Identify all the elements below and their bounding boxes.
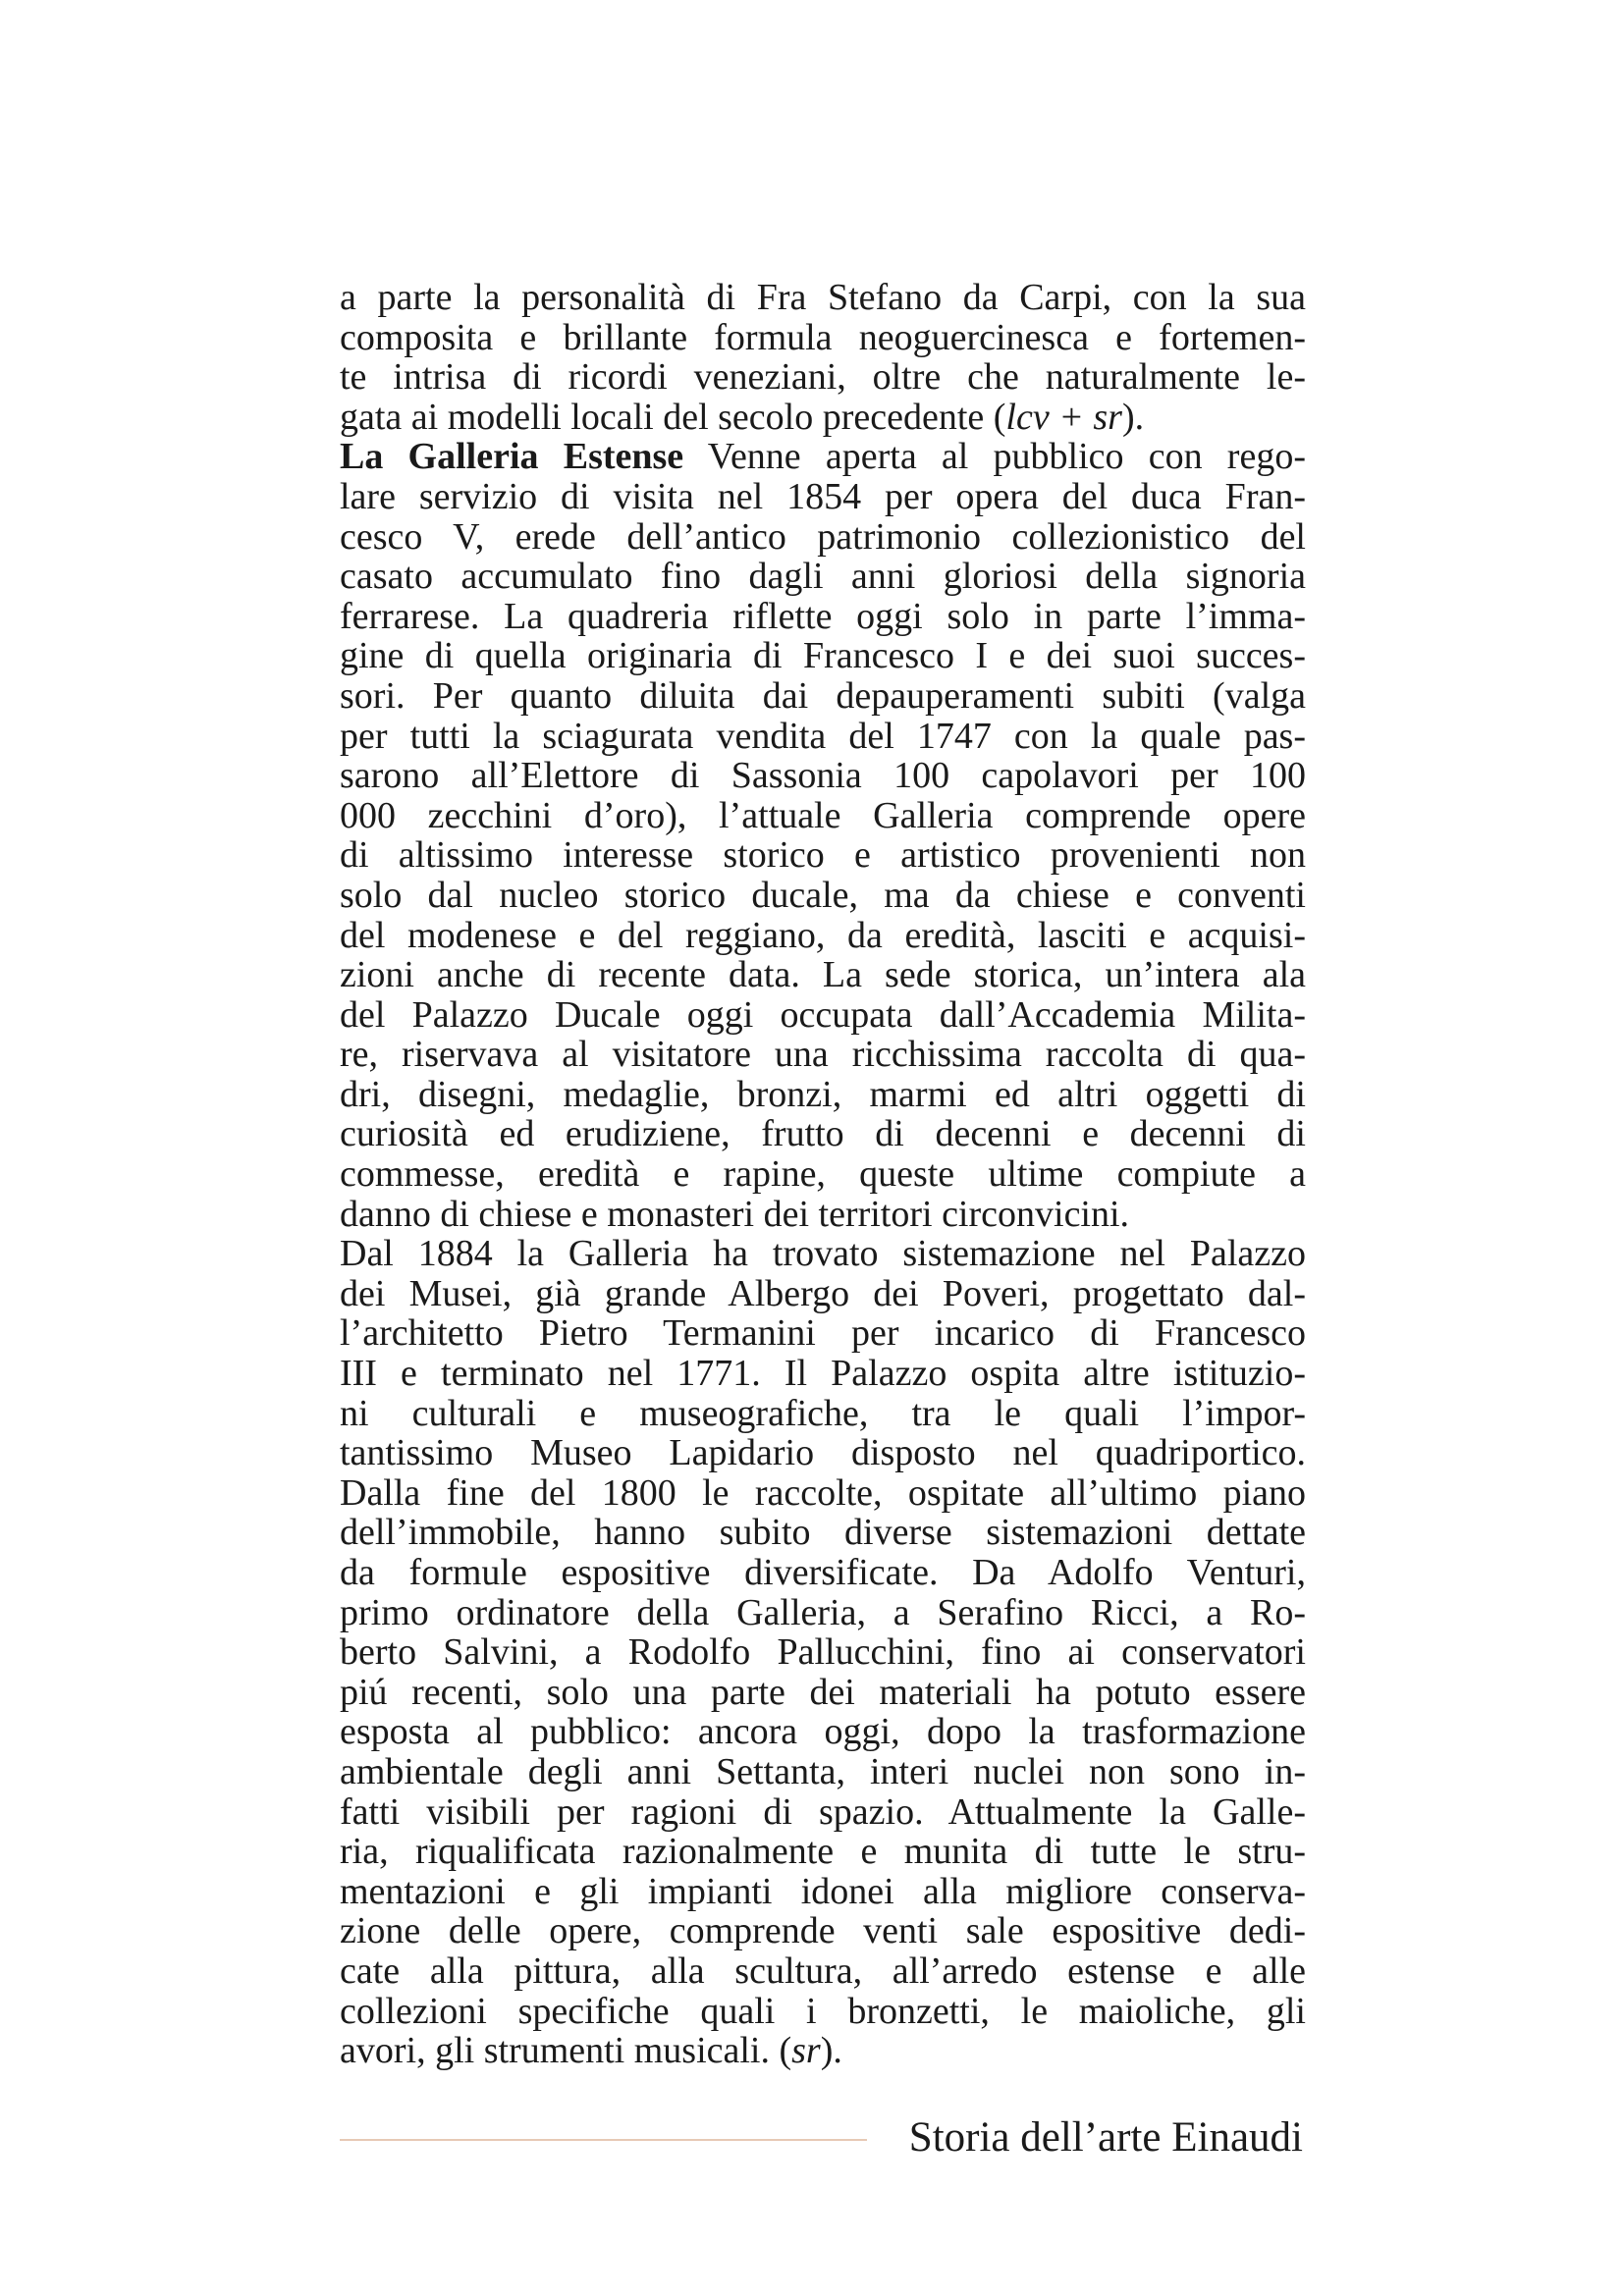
text-line: 000 zecchini d’oro), l’attuale Galleria comprende opere	[340, 794, 1306, 836]
text-line: sarono all’Elettore di Sassonia 100 capolavori per 100	[340, 755, 1306, 797]
text-line: casato accumulato fino dagli anni gloriosi della signoria	[340, 556, 1306, 598]
text-line: III e terminato nel 1771. Il Palazzo ospita altre istituzio-	[340, 1353, 1306, 1395]
text-line: ni culturali e museografiche, tra le quali l’impor-	[340, 1392, 1306, 1434]
text-fragment: gata ai modelli locali del secolo precedente (	[340, 396, 1006, 438]
text-line: per tutti la sciagurata vendita del 1747 con la quale pas-	[340, 715, 1306, 757]
footer-title: Storia dell’arte Einaudi	[908, 2114, 1303, 2161]
text-line: zioni anche di recente data. La sede storica, un’intera ala	[340, 954, 1306, 996]
text-line: solo dal nucleo storico ducale, ma da chiese e conventi	[340, 874, 1306, 916]
text-line: zione delle opere, comprende venti sale espositive dedi-	[340, 1910, 1306, 1952]
text-line: da formule espositive diversificate. Da Adolfo Venturi,	[340, 1552, 1306, 1593]
text-line: dei Musei, già grande Albergo dei Poveri, progettato dal-	[340, 1272, 1306, 1314]
text-line: lare servizio di visita nel 1854 per opera del duca Fran-	[340, 475, 1306, 517]
text-line: cate alla pittura, alla scultura, all’arredo estense e alle	[340, 1949, 1306, 1992]
text-line: commesse, eredità e rapine, queste ultime compiute a	[340, 1153, 1306, 1196]
text-line: berto Salvini, a Rodolfo Pallucchini, fino ai conservatori	[340, 1631, 1306, 1674]
body-text	[340, 278, 1306, 2071]
text-line: fatti visibili per ragioni di spazio. Attualmente la Galle-	[340, 1790, 1306, 1833]
text-line: ria, riqualificata razionalmente e munita di tutte le stru-	[340, 1831, 1306, 1873]
text-line: ambientale degli anni Settanta, interi nuclei non sono in-	[340, 1750, 1306, 1792]
text-fragment: ).	[1121, 396, 1145, 438]
text-line: Dal 1884 la Galleria ha trovato sistemazione nel Palazzo	[340, 1233, 1306, 1275]
text-line: te intrisa di ricordi veneziani, oltre che naturalmente le-	[340, 356, 1306, 399]
text-line: l’architetto Pietro Termanini per incarico di Francesco	[340, 1312, 1306, 1355]
author-initials: sr	[791, 2030, 821, 2072]
text-line	[340, 437, 1306, 477]
text-line: ferrarese. La quadreria riflette oggi solo in parte l’imma-	[340, 595, 1306, 637]
text-line: dri, disegni, medaglie, bronzi, marmi ed altri oggetti di	[340, 1073, 1306, 1115]
text-line: gine di quella originaria di Francesco I e dei suoi succes-	[340, 635, 1306, 677]
text-line: tantissimo Museo Lapidario disposto nel quadriportico.	[340, 1432, 1306, 1474]
text-line: sori. Per quanto diluita dai depauperamenti subiti (valga	[340, 674, 1306, 717]
text-line: collezioni specifiche quali i bronzetti, le maioliche, gli	[340, 1990, 1306, 2032]
text-line: a parte la personalità di Fra Stefano da Carpi, con la sua	[340, 277, 1306, 318]
text-line	[340, 2031, 1306, 2071]
text-line: primo ordinatore della Galleria, a Serafino Ricci, a Ro-	[340, 1591, 1306, 1633]
text-line: Dalla fine del 1800 le raccolte, ospitate all’ultimo piano	[340, 1471, 1306, 1514]
text-line: del Palazzo Ducale oggi occupata dall’Accademia Milita-	[340, 993, 1306, 1036]
text-line: esposta al pubblico: ancora oggi, dopo la trasformazione	[340, 1711, 1306, 1753]
text-line: piú recenti, solo una parte dei materiali ha potuto essere	[340, 1671, 1306, 1713]
footer-divider	[340, 2139, 867, 2141]
text-line: curiosità ed erudiziene, frutto di decenni e decenni di	[340, 1113, 1306, 1155]
text-line	[340, 398, 1306, 438]
text-line: del modenese e del reggiano, da eredità, lasciti e acquisi-	[340, 914, 1306, 956]
text-fragment: Venne aperta al pubblico con rego-	[683, 436, 1306, 478]
text-line: di altissimo interesse storico e artistico provenienti non	[340, 834, 1306, 877]
text-line: mentazioni e gli impianti idonei alla migliore conserva-	[340, 1870, 1306, 1912]
text-fragment: ).	[820, 2030, 842, 2072]
text-line: cesco V, erede dell’antico patrimonio collezionistico del	[340, 515, 1306, 558]
text-line: danno di chiese e monasteri dei territori circonvicini.	[340, 1193, 1130, 1235]
entry-heading: La Galleria Estense	[340, 436, 684, 478]
text-line: re, riservava al visitatore una ricchissima raccolta di qua-	[340, 1034, 1306, 1076]
text-line: composita e brillante formula neoguercinesca e fortemen-	[340, 316, 1306, 358]
text-line: dell’immobile, hanno subito diverse sistemazioni dettate	[340, 1512, 1306, 1554]
text-fragment: avori, gli strumenti musicali. (	[340, 2030, 792, 2072]
author-initials: lcv + sr	[1005, 396, 1122, 438]
